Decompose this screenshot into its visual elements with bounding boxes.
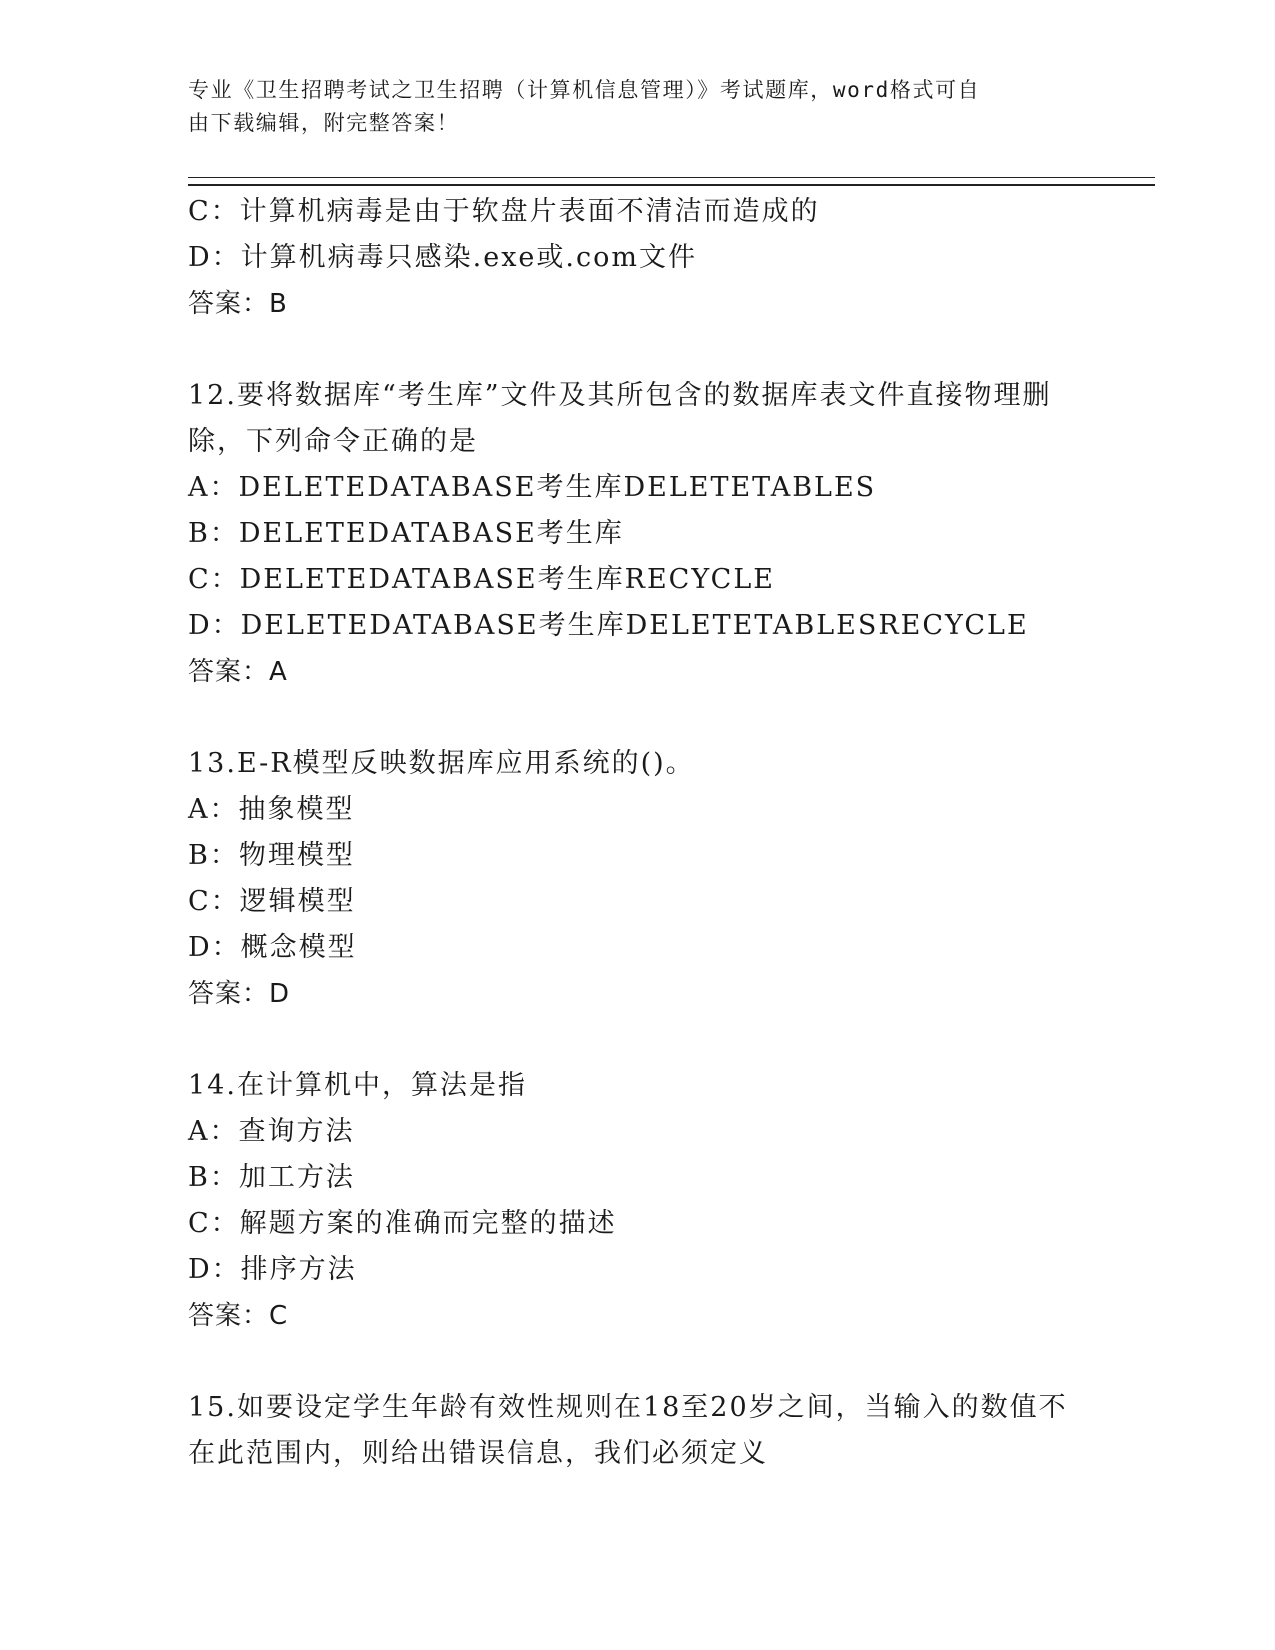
option-d: D：概念模型 xyxy=(188,932,357,963)
question-stem-line: 除，下列命令正确的是 xyxy=(188,426,478,457)
option-c: C：逻辑模型 xyxy=(188,886,356,917)
option-a: A：抽象模型 xyxy=(188,794,355,825)
answer-label: 答案：D xyxy=(188,979,291,1009)
question-11-continuation xyxy=(188,189,1088,327)
question-stem-line: 14.在计算机中，算法是指 xyxy=(188,1070,527,1101)
option-c: C：解题方案的准确而完整的描述 xyxy=(188,1208,617,1239)
option-b: B：加工方法 xyxy=(188,1162,355,1193)
option-b: B：DELETEDATABASE考生库 xyxy=(188,518,624,549)
document-header xyxy=(188,74,1078,140)
option-c: C：计算机病毒是由于软盘片表面不清洁而造成的 xyxy=(188,196,820,227)
spacer xyxy=(188,1017,1088,1063)
option-a: A：查询方法 xyxy=(188,1116,355,1147)
spacer xyxy=(188,695,1088,741)
option-d: D：DELETEDATABASE考生库DELETETABLESRECYCLE xyxy=(188,610,1029,641)
option-c: C：DELETEDATABASE考生库RECYCLE xyxy=(188,564,775,595)
option-b: B：物理模型 xyxy=(188,840,355,871)
question-12 xyxy=(188,373,1088,695)
question-list xyxy=(188,189,1088,1477)
answer-label: 答案：A xyxy=(188,657,288,687)
option-a: A：DELETEDATABASE考生库DELETETABLES xyxy=(188,472,877,503)
answer-label: 答案：B xyxy=(188,289,288,319)
header-line-1: 专业《卫生招聘考试之卫生招聘（计算机信息管理）》考试题库，word格式可自 xyxy=(188,78,981,102)
answer-label: 答案：C xyxy=(188,1301,289,1331)
question-stem-line: 在此范围内，则给出错误信息，我们必须定义 xyxy=(188,1438,768,1469)
question-stem-line: 13.E-R模型反映数据库应用系统的()。 xyxy=(188,748,695,779)
spacer xyxy=(188,1339,1088,1385)
question-stem-line: 15.如要设定学生年龄有效性规则在18至20岁之间，当输入的数值不 xyxy=(188,1392,1068,1423)
option-d: D：排序方法 xyxy=(188,1254,357,1285)
question-13 xyxy=(188,741,1088,1017)
header-line-2: 由下载编辑，附完整答案！ xyxy=(188,111,460,135)
question-14 xyxy=(188,1063,1088,1339)
header-divider xyxy=(188,177,1155,186)
question-15 xyxy=(188,1385,1088,1477)
option-d: D：计算机病毒只感染.exe或.com文件 xyxy=(188,242,697,273)
spacer xyxy=(188,327,1088,373)
question-stem-line: 12.要将数据库“考生库”文件及其所包含的数据库表文件直接物理删 xyxy=(188,380,1052,411)
